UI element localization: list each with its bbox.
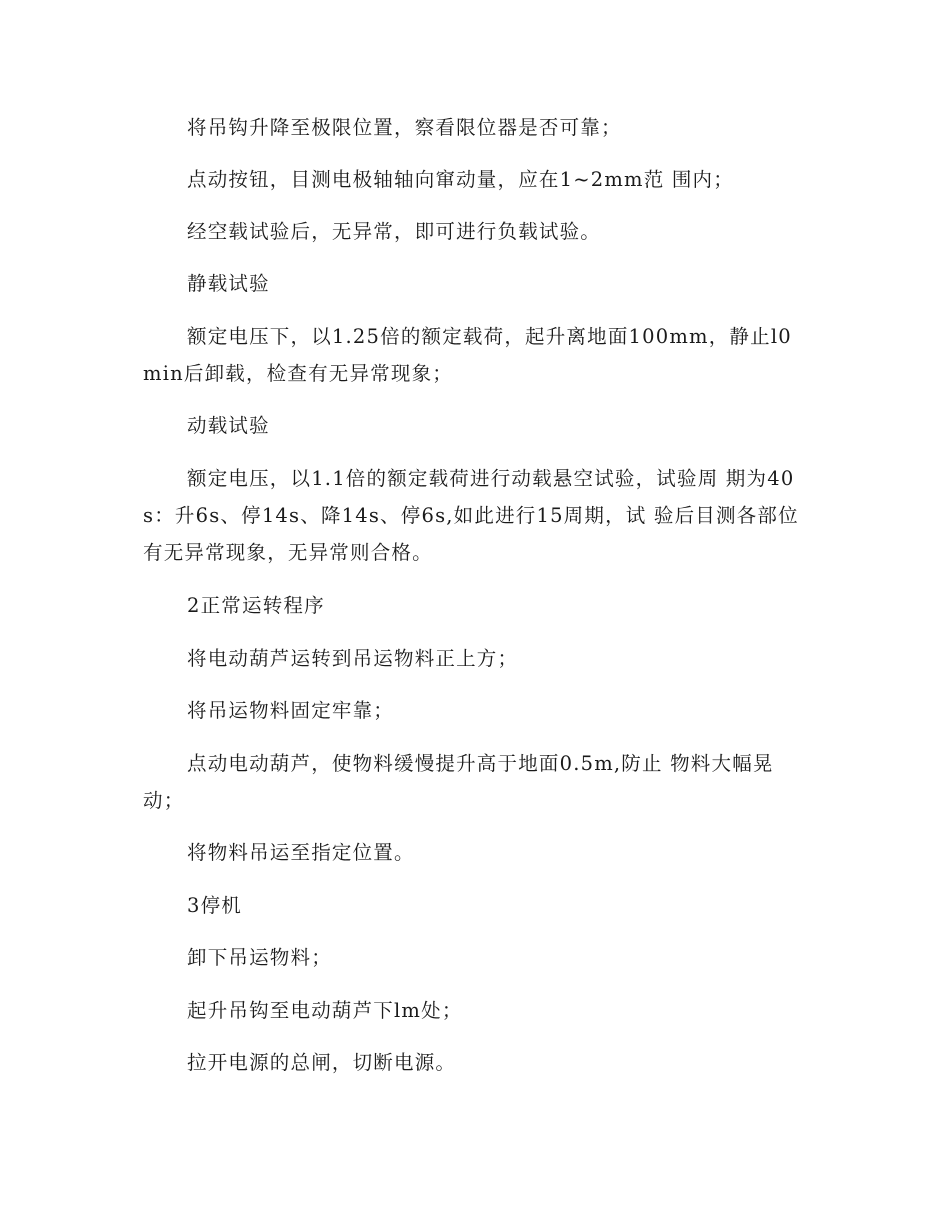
paragraph-inch-lift: 点动电动葫芦，使物料缓慢提升高于地面0.5m,防止 物料大幅晃动； bbox=[143, 752, 774, 812]
paragraph-move-hoist: 将电动葫芦运转到吊运物料正上方； bbox=[187, 647, 519, 670]
paragraph-cut-power: 拉开电源的总闸，切断电源。 bbox=[187, 1051, 457, 1074]
paragraph-transport-material: 将物料吊运至指定位置。 bbox=[187, 841, 415, 864]
paragraph-secure-material: 将吊运物料固定牢靠； bbox=[187, 699, 395, 722]
paragraph-raise-hook: 起升吊钩至电动葫芦下lm处； bbox=[187, 999, 463, 1022]
paragraph-static-load: 额定电压下，以1.25倍的额定载荷，起升离地面100mm，静止l0min后卸载，检查有无异常现象； bbox=[143, 325, 792, 385]
heading-shutdown: 3停机 bbox=[187, 894, 243, 917]
paragraph-limit-position: 将吊钩升降至极限位置，察看限位器是否可靠； bbox=[187, 116, 622, 139]
paragraph-no-load-test: 经空载试验后，无异常，即可进行负载试验。 bbox=[187, 220, 602, 243]
paragraph-axial-play: 点动按钮，目测电极轴轴向窜动量，应在1~2mm范 围内； bbox=[187, 168, 734, 191]
heading-static-load-test: 静载试验 bbox=[187, 272, 270, 295]
paragraph-dynamic-load: 额定电压，以1.1倍的额定载荷进行动载悬空试验，试验周 期为40s：升6s、停14s、降14s、停6s,如此进行15周期，试 验后目测各部位有无异常现象，无异常则合格。 bbox=[143, 467, 799, 564]
paragraph-unload-material: 卸下吊运物料； bbox=[187, 946, 332, 969]
heading-dynamic-load-test: 动载试验 bbox=[187, 414, 270, 437]
heading-normal-operation: 2正常运转程序 bbox=[187, 594, 325, 617]
